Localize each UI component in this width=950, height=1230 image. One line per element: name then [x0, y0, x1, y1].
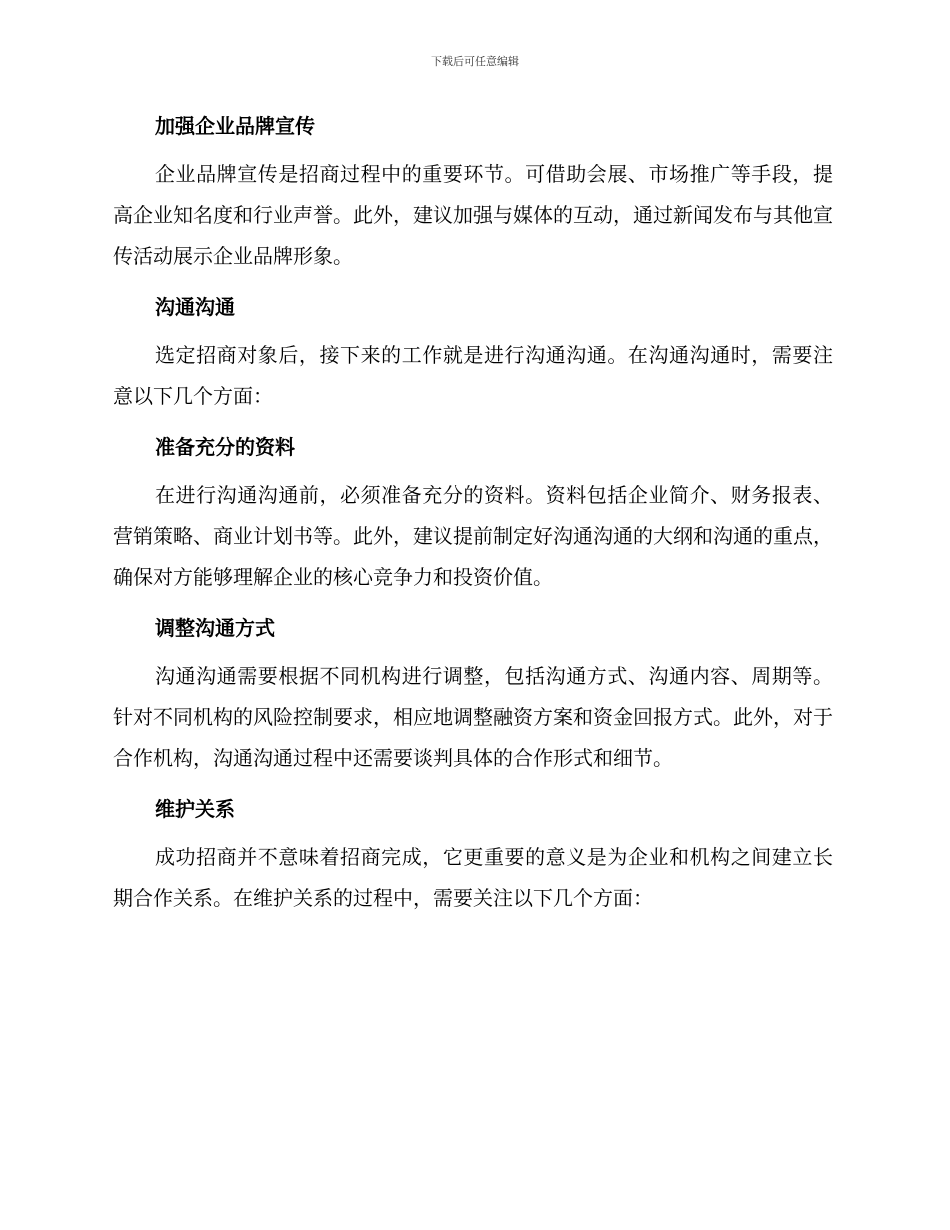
document-body — [113, 108, 833, 931]
section-paragraph-maintain-relations: 成功招商并不意味着招商完成，它更重要的意义是为企业和机构之间建立长期合作关系。在维护关系的过程中，需要关注以下几个方面： — [113, 845, 833, 910]
section-title-prepare-materials: 准备充分的资料 — [155, 435, 295, 459]
section-title-communication: 沟通沟通 — [155, 295, 235, 319]
section-title-brand-promotion: 加强企业品牌宣传 — [155, 114, 315, 138]
section-paragraph-adjust-communication: 沟通沟通需要根据不同机构进行调整，包括沟通方式、沟通内容、周期等。针对不同机构的风险控制要求，相应地调整融资方案和资金回报方式。此外，对于合作机构，沟通沟通过程中还需要谈判具体的合作形式和细节。 — [113, 664, 833, 770]
section-title-maintain-relations: 维护关系 — [155, 797, 235, 821]
section-paragraph-prepare-materials: 在进行沟通沟通前，必须准备充分的资料。资料包括企业简介、财务报表、营销策略、商业计划书等。此外，建议提前制定好沟通沟通的大纲和沟通的重点，确保对方能够理解企业的核心竞争力和投资价值。 — [113, 483, 833, 589]
section-paragraph-communication: 选定招商对象后，接下来的工作就是进行沟通沟通。在沟通沟通时，需要注意以下几个方面： — [113, 343, 833, 408]
page-header: 下载后可任意编辑 — [431, 55, 519, 68]
section-paragraph-brand-promotion: 企业品牌宣传是招商过程中的重要环节。可借助会展、市场推广等手段，提高企业知名度和行业声誉。此外，建议加强与媒体的互动，通过新闻发布与其他宣传活动展示企业品牌形象。 — [113, 162, 833, 268]
section-title-adjust-communication: 调整沟通方式 — [155, 616, 275, 640]
